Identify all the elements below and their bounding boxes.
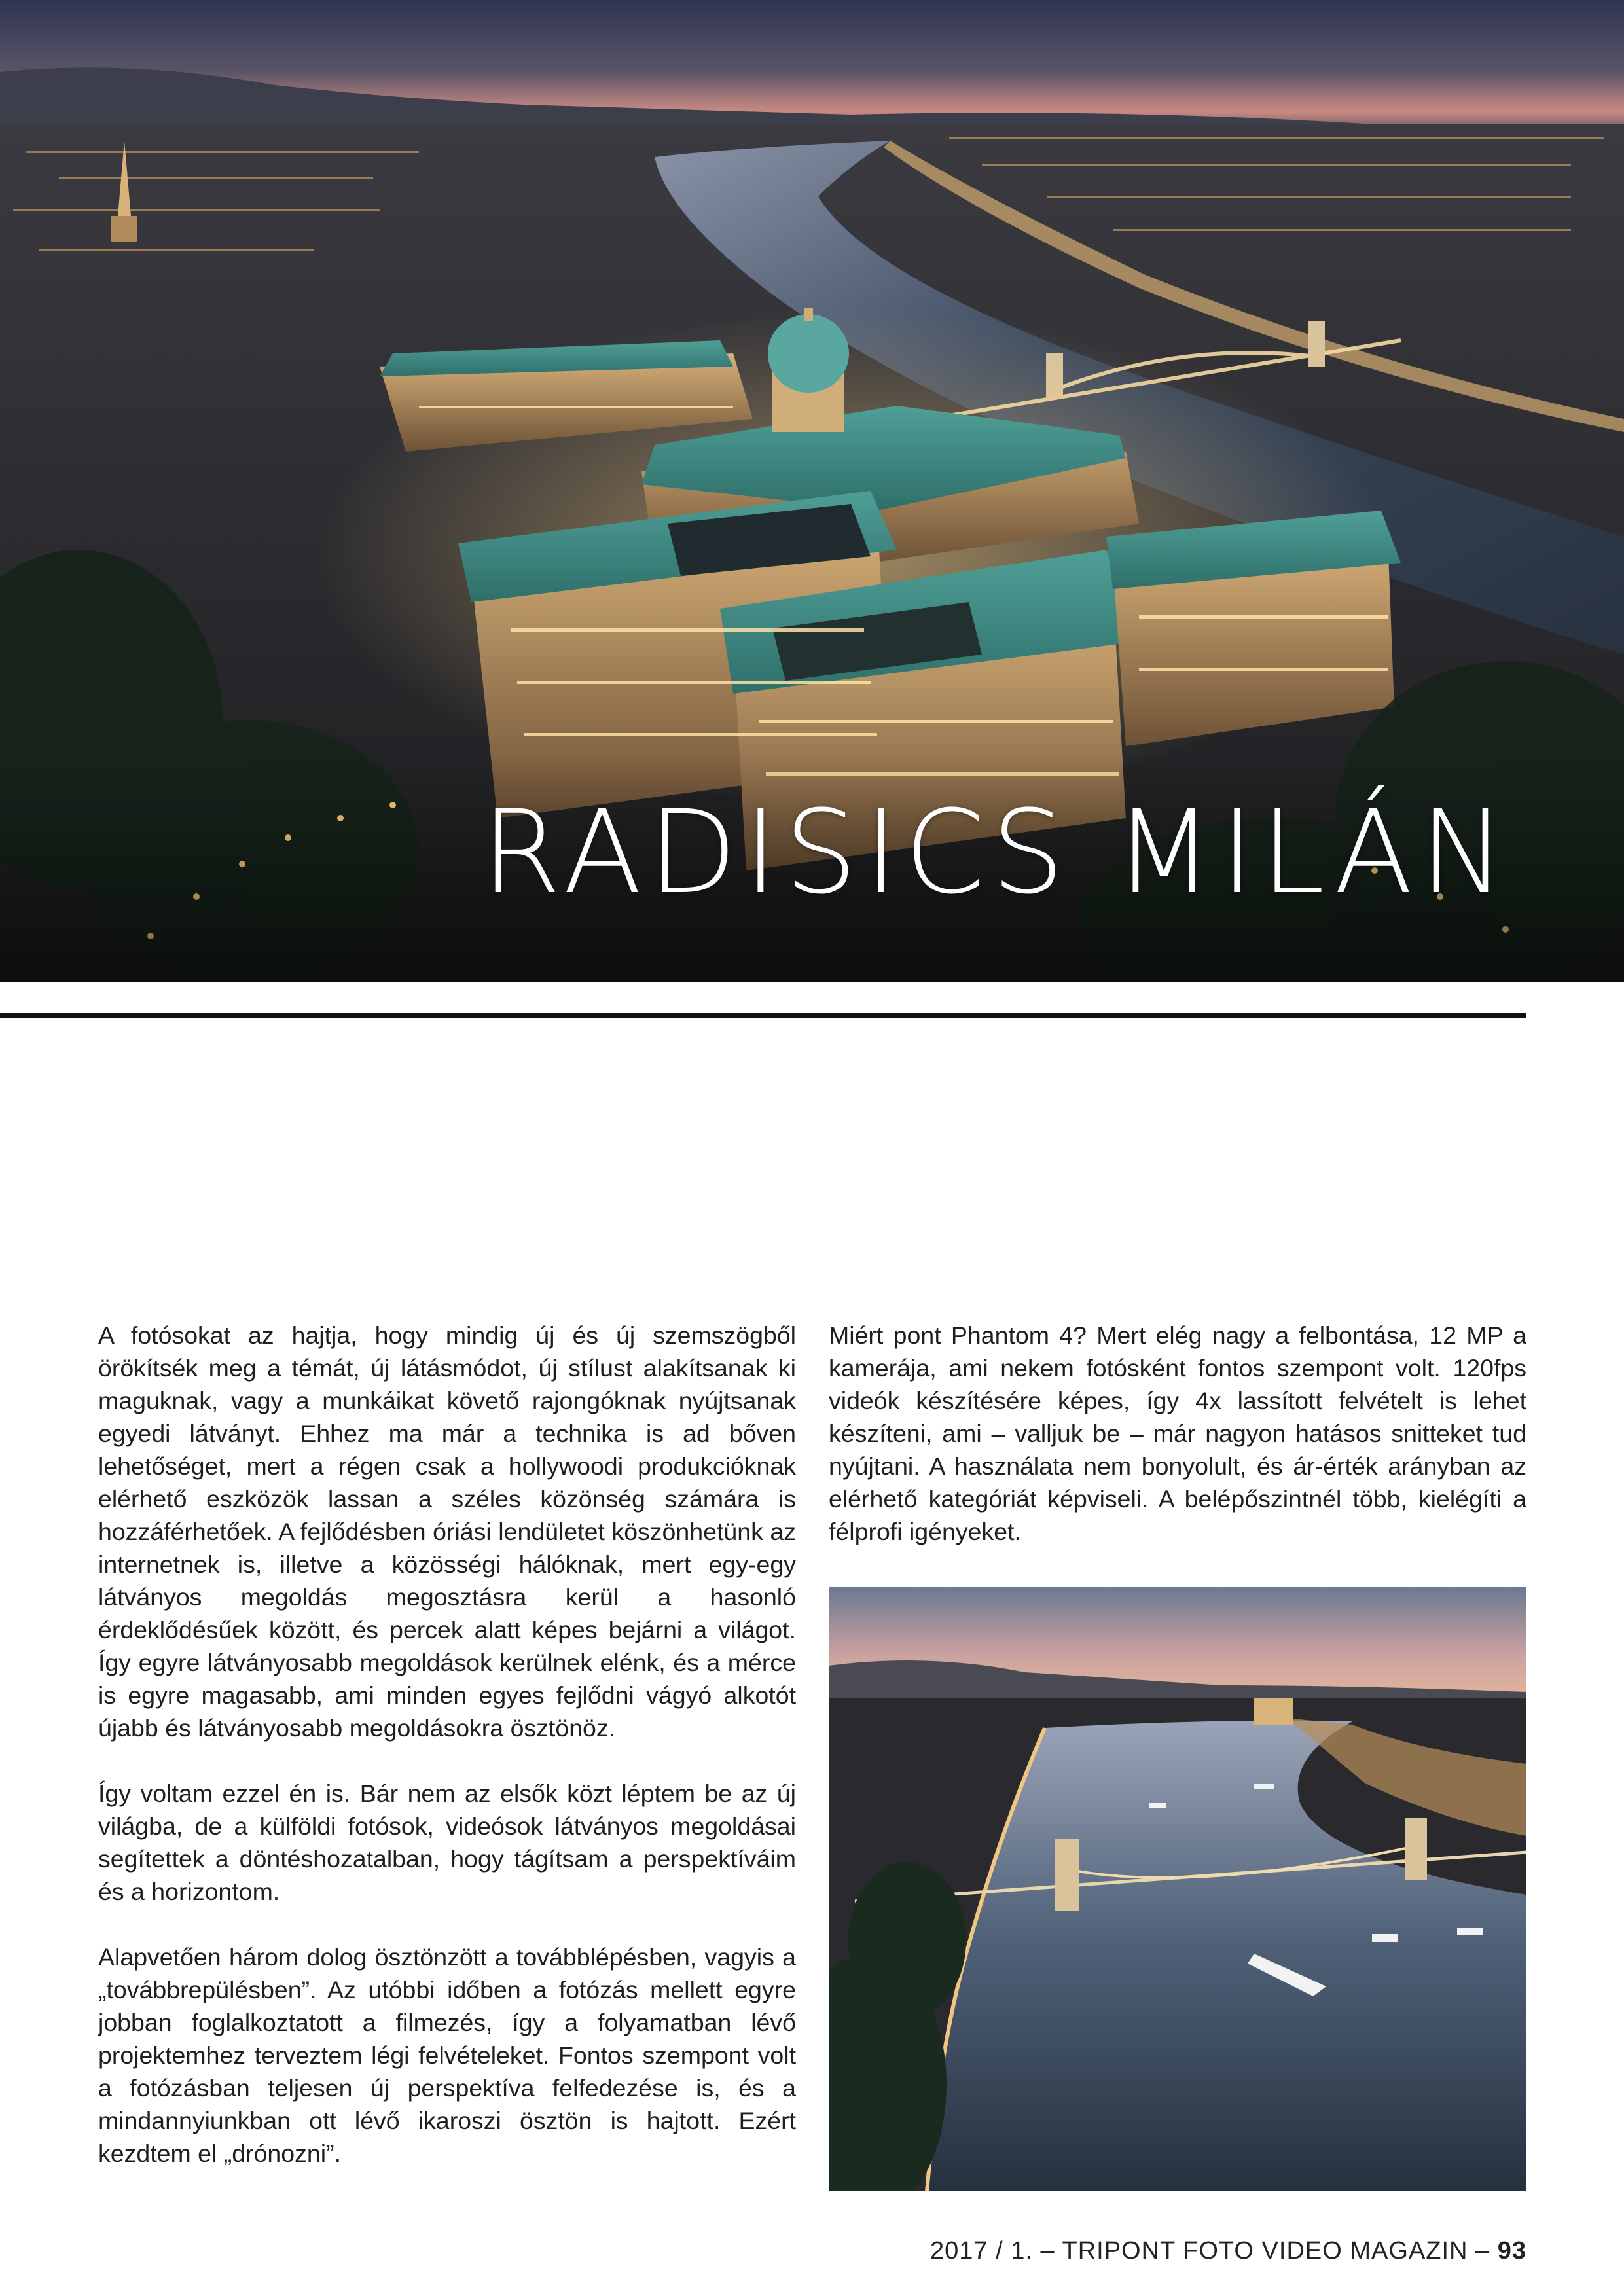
paragraph: A fotósokat az hajtja, hogy mindig új és új szemszögből örökítsék meg a témát, új látásmódot, új stílust alakítsanak ki maguknak, vagy a munkáikat követő rajongóknak nyújtsanak egyedi látványt. Ehhez ma már a technika is ad bőven lehetőséget, mert a régen csak a hollywoodi produkcióknak elérhető eszközök lassan a széles közönség számára is hozzáférhetőek. A fejlődésben óriási lendületet köszönhetünk az internetnek is, illetve a közösségi hálóknak, mert egy-egy látványos megoldás megosztásra kerül a hasonló érdeklődésűek között, és percek alatt képes bejárni a világot. Így egyre látványosabb megoldások kerülnek elénk, és a mérce is egyre magasabb, ami minden egyes fejlődni vágyó alkotót újabb és látványosabb megoldásokra ösztönöz. (98, 1321, 796, 1742)
bridge-photo (829, 1587, 1526, 2191)
page-footer (851, 2237, 1526, 2265)
bridge-photo-illustration (829, 1587, 1526, 2191)
article-title: RADISICS MILÁN (481, 785, 1513, 920)
left-text-column (98, 1319, 796, 2202)
paragraph: Miért pont Phantom 4? Mert elég nagy a felbontása, 12 MP a kamerája, ami nekem fotósként fontos szempont volt. 120fps videók készítésére képes, így 4x lassított felvételt is lehet készíteni, ami – valljuk be – már nagyon hatásos snitteket tud nyújtani. A használata nem bonyolult, és ár-érték arányban az elérhető kategóriát képviseli. A belépőszintnél több, kielégíti a félprofi igényeket. (829, 1321, 1526, 1545)
paragraph: Így voltam ezzel én is. Bár nem az elsők közt léptem be az új világba, de a külföldi fotósok, videósok látványos megoldásai segítettek a döntéshozatalban, hogy tágítsam a perspektíváim és a horizontom. (98, 1780, 796, 1905)
footer-text: 2017 / 1. – TRIPONT FOTO VIDEO MAGAZIN – (930, 2237, 1498, 2265)
right-text-column (829, 1319, 1526, 1581)
title-rule (0, 1013, 1526, 1018)
hero-photo (0, 0, 1624, 982)
page-number: 93 (1497, 2237, 1526, 2265)
paragraph: Alapvetően három dolog ösztönzött a továbblépésben, vagyis a „továbbrepülésben”. Az utóbbi időben a fotózás mellett egyre jobban foglalkoztatott a filmezés, így a folyamatban lévő projektemhez terveztem légi felvételeket. Fontos szempont volt a fotózásban teljesen új perspektíva felfedezése is, és a mindannyiunkban ott lévő ikaroszi ösztön is hajtott. Ezért kezdtem el „drónozni”. (98, 1943, 796, 2167)
